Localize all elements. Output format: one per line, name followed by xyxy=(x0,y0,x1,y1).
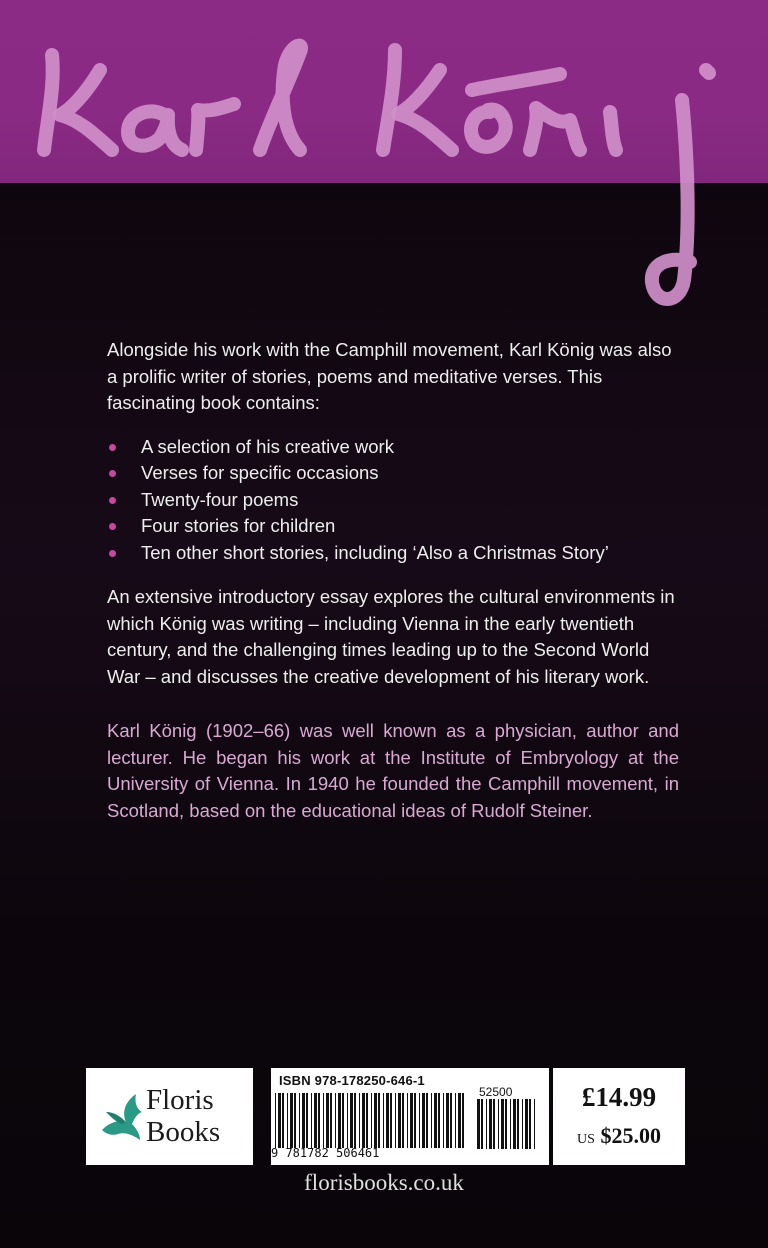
barcode-bar xyxy=(354,1093,356,1148)
barcode-bar xyxy=(419,1093,420,1148)
barcode-bar xyxy=(323,1093,324,1148)
barcode-bar xyxy=(287,1093,288,1148)
list-item: Twenty-four poems xyxy=(107,487,679,514)
barcode-bar xyxy=(410,1093,413,1148)
barcode-bar xyxy=(510,1099,511,1149)
barcode-bar xyxy=(275,1093,276,1148)
barcode-bar xyxy=(395,1093,396,1148)
barcode-bar xyxy=(338,1093,341,1148)
blurb-intro: Alongside his work with the Camphill movement, Karl König was also a prolific writer of stories, poems and meditative verses. This fascinating book contains: xyxy=(107,339,672,413)
price-gbp: £14.99 xyxy=(581,1082,657,1112)
barcode-bar xyxy=(431,1093,432,1148)
barcode-bar xyxy=(481,1099,483,1149)
barcode-bar xyxy=(330,1093,332,1148)
barcode-bar xyxy=(314,1093,317,1148)
author-bio: Karl König (1902–66) was well known as a physician, author and lecturer. He began his work at the Institute of Embryology at the University of Vienna. In 1940 he founded the Camphill movement, in Scotland, based on the educational ideas of Rudolf Steiner. xyxy=(107,720,679,821)
barcode-bar xyxy=(398,1093,401,1148)
bullet-icon xyxy=(109,550,116,557)
price-panel xyxy=(553,1068,685,1165)
barcode-bar xyxy=(501,1099,504,1149)
barcode-bar xyxy=(350,1093,353,1148)
barcode-bar xyxy=(414,1093,416,1148)
barcode-bar xyxy=(282,1093,284,1148)
barcode-bar xyxy=(290,1093,293,1148)
barcode-bar xyxy=(362,1093,365,1148)
barcode-bar xyxy=(458,1093,461,1148)
barcode-bar xyxy=(318,1093,320,1148)
list-item: A selection of his creative work xyxy=(107,434,679,461)
barcode-bar xyxy=(390,1093,392,1148)
barcode-bar xyxy=(347,1093,348,1148)
barcode-bar xyxy=(374,1093,377,1148)
barcode-bar xyxy=(455,1093,456,1148)
bullet-icon xyxy=(109,444,116,451)
blurb xyxy=(107,337,679,824)
barcode-bar xyxy=(477,1099,480,1149)
price-code: 52500 xyxy=(479,1085,513,1099)
bullet-icon xyxy=(109,523,116,530)
barcode-bar xyxy=(386,1093,389,1148)
barcode-bar xyxy=(438,1093,440,1148)
barcode-bar xyxy=(371,1093,372,1148)
barcode-bar xyxy=(335,1093,336,1148)
barcode-bar xyxy=(493,1099,495,1149)
barcode-bar xyxy=(426,1093,428,1148)
barcode-bar xyxy=(529,1099,531,1149)
essay-description: An extensive introductory essay explores the cultural environments in which König was writing – including Vienna in the early twentieth century, and the challenging times leading up to the Second World War – and discusses the creative development of his literary work. xyxy=(107,586,675,687)
bullet-icon xyxy=(109,470,116,477)
barcode-bar xyxy=(278,1093,281,1148)
barcode-bar xyxy=(342,1093,344,1148)
barcode-bar xyxy=(434,1093,437,1148)
list-item: Ten other short stories, including ‘Also a Christmas Story’ xyxy=(107,540,679,567)
barcode-bar xyxy=(402,1093,404,1148)
price-addon-barcode xyxy=(473,1099,541,1149)
barcode-bar xyxy=(326,1093,329,1148)
barcode-bar xyxy=(294,1093,296,1148)
barcode-bar xyxy=(443,1093,444,1148)
barcode-bar xyxy=(422,1093,425,1148)
barcode-bar xyxy=(306,1093,308,1148)
barcode-bar xyxy=(522,1099,523,1149)
bullet-icon xyxy=(109,497,116,504)
publisher-website: florisbooks.co.uk xyxy=(304,1170,464,1195)
barcode-bar xyxy=(486,1099,487,1149)
barcode-bar xyxy=(517,1099,519,1149)
barcode-bar xyxy=(311,1093,312,1148)
barcode-bar xyxy=(446,1093,449,1148)
isbn-label: ISBN 978-178250-646-1 xyxy=(279,1073,425,1088)
barcode-bar xyxy=(462,1093,464,1148)
barcode-bar xyxy=(299,1093,300,1148)
feature-list xyxy=(107,434,679,567)
barcode-bar xyxy=(525,1099,528,1149)
price-usd: US $25.00 xyxy=(577,1123,661,1148)
barcode-bar xyxy=(383,1093,384,1148)
barcode-bar xyxy=(498,1099,499,1149)
barcode-bar xyxy=(366,1093,368,1148)
list-item: Verses for specific occasions xyxy=(107,460,679,487)
barcode-bar xyxy=(534,1099,535,1149)
barcode-bar xyxy=(407,1093,408,1148)
publisher-name: Floris Books xyxy=(146,1084,221,1148)
list-item: Four stories for children xyxy=(107,513,679,540)
isbn-barcode-panel: ISBN 978-178250-646-1 52500 9 781782 506461 xyxy=(271,1068,549,1165)
barcode-bar xyxy=(505,1099,507,1149)
barcode-bar xyxy=(489,1099,492,1149)
barcode-bar xyxy=(378,1093,380,1148)
barcode-bar xyxy=(302,1093,305,1148)
dove-icon xyxy=(96,1090,144,1144)
isbn-barcode xyxy=(271,1093,471,1148)
publisher-logo-panel xyxy=(86,1068,253,1165)
title-banner xyxy=(0,0,768,183)
barcode-bar xyxy=(359,1093,360,1148)
barcode-bar xyxy=(513,1099,516,1149)
barcode-bar xyxy=(450,1093,452,1148)
